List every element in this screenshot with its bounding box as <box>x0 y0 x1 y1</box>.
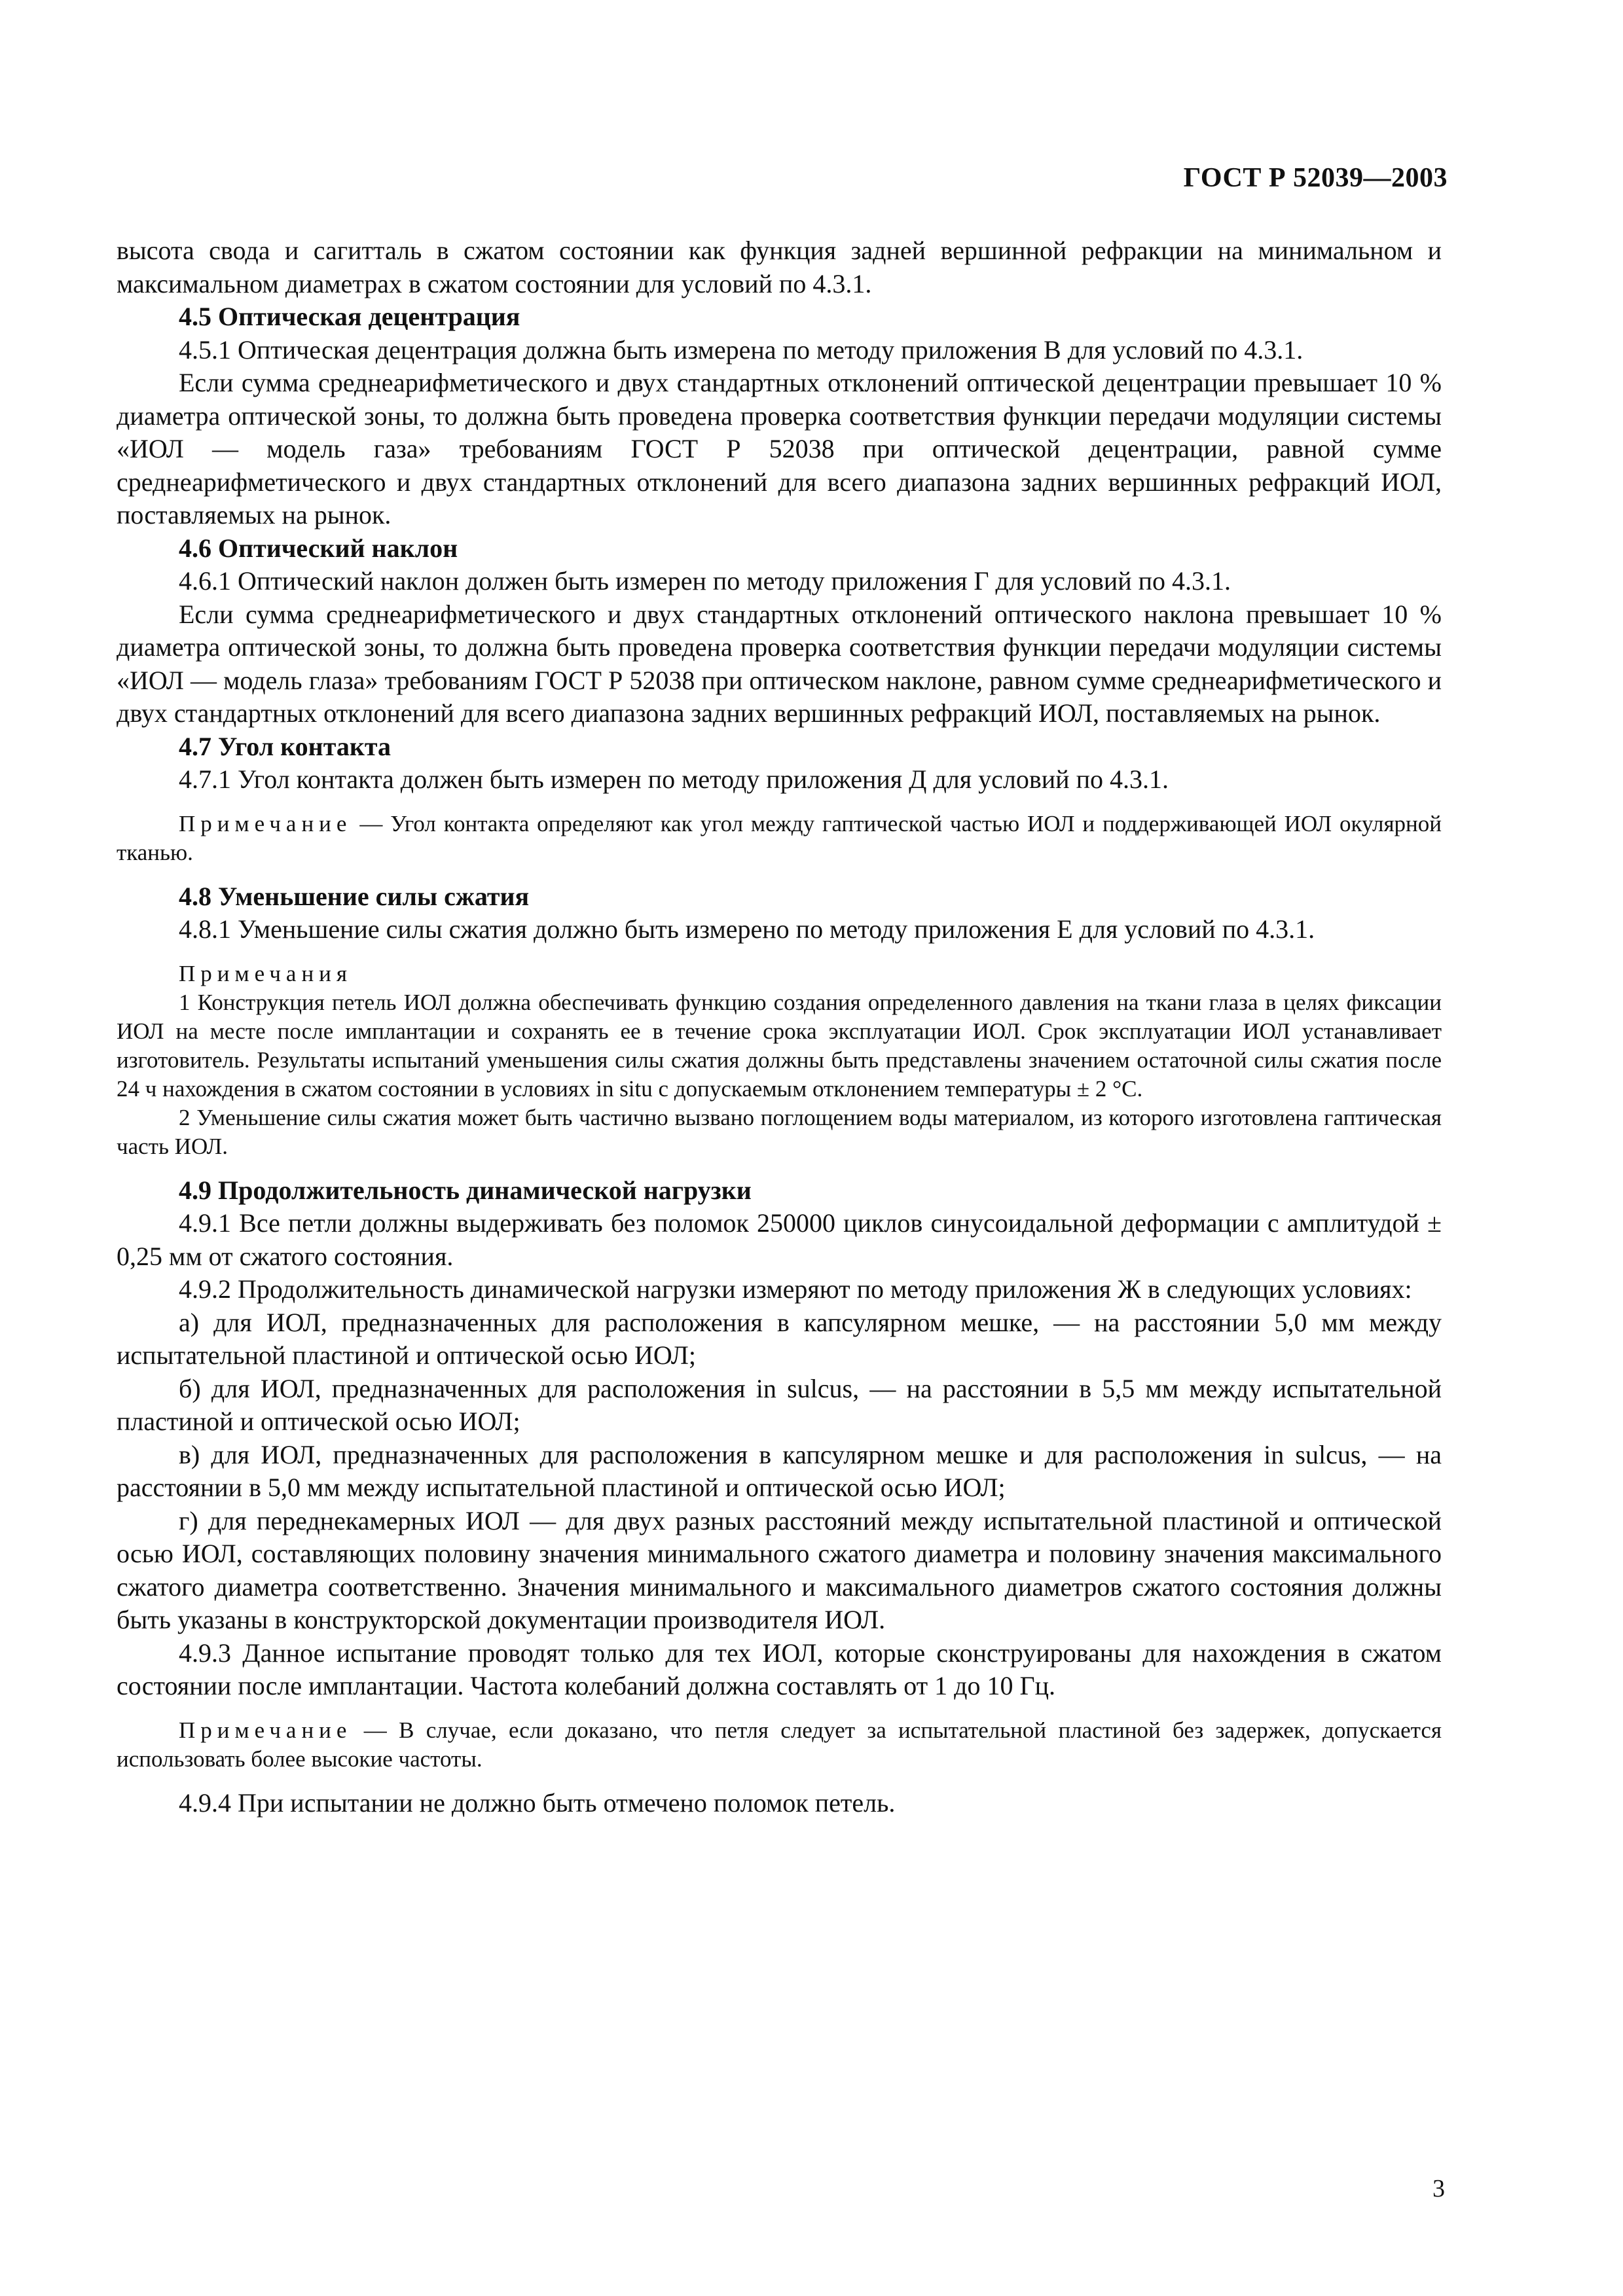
list-item-4-9-2-a: а) для ИОЛ, предназначенных для расположения в капсулярном мешке, — на расстоянии 5,0 мм между испытательной пластиной и оптической осью ИОЛ; <box>117 1307 1442 1370</box>
section-heading-4-7: 4.7 Угол контакта <box>179 731 392 761</box>
note-4-9 <box>117 1716 1442 1774</box>
note-4-8-1: 1 Конструкция петель ИОЛ должна обеспечивать функцию создания определенного давления на ткани глаза в целях фиксации ИОЛ на месте после имплантации и сохранять ее в течение срока эксплуатации ИОЛ. Срок эксплуатации ИОЛ устанавливает изготовитель. Результаты испытаний уменьшения силы сжатия должны быть представлены значением остаточной силы сжатия после 24 ч нахождения в сжатом состоянии в условиях in situ с допускаемым отклонением температуры ± 2 °С. <box>117 989 1442 1102</box>
section-heading-4-6: 4.6 Оптический наклон <box>179 533 458 563</box>
list-item-4-9-2-g: г) для переднекамерных ИОЛ — для двух разных расстояний между испытательной пластиной и оптической осью ИОЛ, составляющих половину значения минимального сжатого диаметра и половину значения максимального сжатого диаметра соответственно. Значения минимального и максимального диаметров сжатого состояния должны быть указаны в конструкторской документации производителя ИОЛ. <box>117 1505 1442 1634</box>
section-heading-4-9: 4.9 Продолжительность динамической нагрузки <box>179 1175 752 1205</box>
list-item-4-9-2-v: в) для ИОЛ, предназначенных для расположения в капсулярном мешке и для расположения in sulcus, — на расстоянии в 5,0 мм между испытательной пластиной и оптической осью ИОЛ; <box>117 1439 1442 1502</box>
note-label: Примечание <box>179 1717 352 1743</box>
document-body <box>117 234 1442 1820</box>
notes-label-text: Примечания <box>179 960 353 986</box>
paragraph-4-6-1: 4.6.1 Оптический наклон должен быть измерен по методу приложения Г для условий по 4.3.1. <box>179 566 1231 596</box>
section-heading-4-5: 4.5 Оптическая децентрация <box>179 302 520 331</box>
page-number: 3 <box>1432 2175 1445 2202</box>
paragraph-4-5-2: Если сумма среднеарифметического и двух стандартных отклонений оптической децентрации превышает 10 % диаметра оптической зоны, то должна быть проведена проверка соответствия функции передачи модуляции системы «ИОЛ — модель газа» требованиям ГОСТ Р 52038 при оптической децентрации, равной сумме среднеарифметического и двух стандартных отклонений для всего диапазона задних вершинных рефракций ИОЛ, поставляемых на рынок. <box>117 368 1442 529</box>
note-text: — Угол контакта определяют как угол между гаптической частью ИОЛ и поддерживающей ИОЛ окулярной тканью. <box>117 810 1442 865</box>
paragraph-4-5-1: 4.5.1 Оптическая децентрация должна быть измерена по методу приложения В для условий по 4.3.1. <box>179 334 1304 365</box>
paragraph-intro: высота свода и сагитталь в сжатом состоянии как функция задней вершинной рефракции на минимальном и максимальном диаметрах в сжатом состоянии для условий по 4.3.1. <box>117 236 1442 298</box>
list-item-4-9-2-b: б) для ИОЛ, предназначенных для расположения in sulcus, — на расстоянии в 5,5 мм между испытательной пластиной и оптической осью ИОЛ; <box>117 1373 1442 1436</box>
paragraph-4-7-1: 4.7.1 Угол контакта должен быть измерен по методу приложения Д для условий по 4.3.1. <box>179 764 1169 794</box>
note-text: — В случае, если доказано, что петля следует за испытательной пластиной без задержек, допускается использовать более высокие частоты. <box>117 1717 1442 1772</box>
note-label: Примечание <box>179 810 352 836</box>
paragraph-4-9-3: 4.9.3 Данное испытание проводят только для тех ИОЛ, которые сконструированы для нахождения в сжатом состоянии после имплантации. Частота колебаний должна составлять от 1 до 10 Гц. <box>117 1638 1442 1700</box>
paragraph-4-6-2: Если сумма среднеарифметического и двух стандартных отклонений оптического наклона превышает 10 % диаметра оптической зоны, то должна быть проведена проверка соответствия функции передачи модуляции системы «ИОЛ — модель глаза» требованиям ГОСТ Р 52038 при оптическом наклоне, равном сумме среднеарифметического и двух стандартных отклонений для всего диапазона задних вершинных рефракций ИОЛ, поставляемых на рынок. <box>117 599 1442 728</box>
paragraph-4-9-1: 4.9.1 Все петли должны выдерживать без поломок 250000 циклов синусоидальной деформации с амплитудой ± 0,25 мм от сжатого состояния. <box>117 1208 1442 1271</box>
paragraph-4-9-2: 4.9.2 Продолжительность динамической нагрузки измеряют по методу приложения Ж в следующих условиях: <box>179 1274 1412 1304</box>
paragraph-4-8-1: 4.8.1 Уменьшение силы сжатия должно быть измерено по методу приложения Е для условий по 4.3.1. <box>179 914 1315 944</box>
section-heading-4-8: 4.8 Уменьшение силы сжатия <box>179 881 530 911</box>
note-4-8-2: 2 Уменьшение силы сжатия может быть частично вызвано поглощением воды материалом, из которого изготовлена гаптическая часть ИОЛ. <box>117 1104 1442 1159</box>
paragraph-4-9-4: 4.9.4 При испытании не должно быть отмечено поломок петель. <box>179 1787 896 1818</box>
note-4-7 <box>117 810 1442 867</box>
notes-label <box>117 960 1442 988</box>
standard-id-header: ГОСТ Р 52039—2003 <box>1183 163 1448 193</box>
